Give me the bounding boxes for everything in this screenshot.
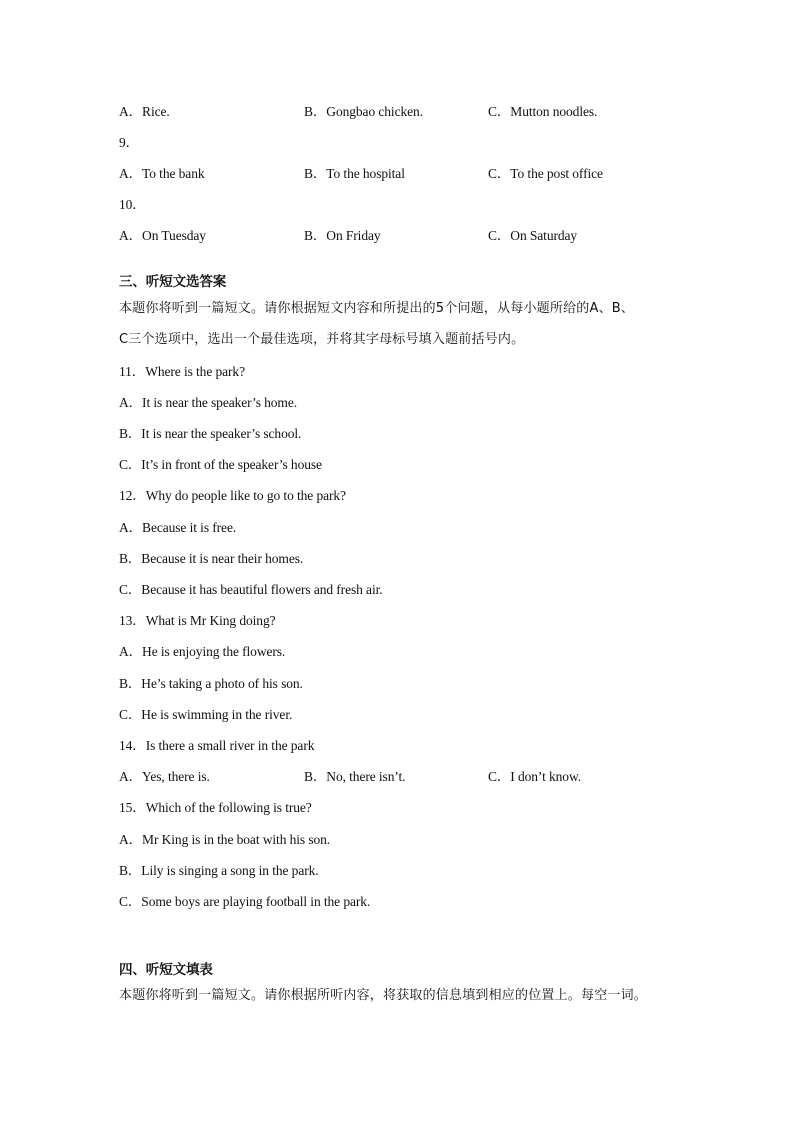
q12-option-a: A．Because it is free. xyxy=(119,520,237,535)
q14-option-a: A．Yes, there is. xyxy=(119,769,210,784)
q11-option-b: B．It is near the speaker’s school. xyxy=(119,426,302,441)
q11-option-c: C．It’s in front of the speaker’s house xyxy=(119,457,322,472)
section4-instructions-line1: 本题你将听到一篇短文。请你根据所听内容，将获取的信息填到相应的位置上。每空一词。 xyxy=(119,988,648,1003)
q13-option-c: C．He is swimming in the river. xyxy=(119,707,293,722)
q13-stem: 13．What is Mr King doing? xyxy=(119,613,276,628)
q9-option-c: C．To the post office xyxy=(488,166,603,181)
q8-option-c: C．Mutton noodles. xyxy=(488,104,598,119)
q12-option-c: C．Because it has beautiful flowers and fresh air. xyxy=(119,582,383,597)
q10-option-b: B．On Friday xyxy=(304,228,381,243)
q14-stem: 14．Is there a small river in the park xyxy=(119,738,315,753)
q15-stem: 15．Which of the following is true? xyxy=(119,800,312,815)
section3-title: 三、听短文选答案 xyxy=(119,274,227,290)
q10-option-a: A．On Tuesday xyxy=(119,228,206,243)
q12-stem: 12．Why do people like to go to the park? xyxy=(119,488,346,503)
q8-option-a: A．Rice. xyxy=(119,104,170,119)
section4-title: 四、听短文填表 xyxy=(119,962,213,978)
q9-number: 9． xyxy=(119,135,140,150)
q11-option-a: A．It is near the speaker’s home. xyxy=(119,395,297,410)
q15-option-b: B．Lily is singing a song in the park. xyxy=(119,863,319,878)
q11-stem: 11．Where is the park? xyxy=(119,364,245,379)
q10-option-c: C．On Saturday xyxy=(488,228,578,243)
q13-option-a: A．He is enjoying the flowers. xyxy=(119,644,286,659)
q15-option-c: C．Some boys are playing football in the park. xyxy=(119,894,371,909)
q13-option-b: B．He’s taking a photo of his son. xyxy=(119,676,303,691)
q14-option-c: C．I don’t know. xyxy=(488,769,582,784)
q15-option-a: A．Mr King is in the boat with his son. xyxy=(119,832,331,847)
q9-option-b: B．To the hospital xyxy=(304,166,405,181)
q9-option-a: A．To the bank xyxy=(119,166,205,181)
section3-instructions-line2: C三个选项中，选出一个最佳选项，并将其字母标号填入题前括号内。 xyxy=(119,332,525,347)
q14-option-b: B．No, there isn’t. xyxy=(304,769,406,784)
q12-option-b: B．Because it is near their homes. xyxy=(119,551,304,566)
q8-option-b: B．Gongbao chicken. xyxy=(304,104,423,119)
q10-number: 10． xyxy=(119,197,146,212)
section3-instructions-line1: 本题你将听到一篇短文。请你根据短文内容和所提出的5个问题，从每小题所给的A、B、 xyxy=(119,301,635,316)
